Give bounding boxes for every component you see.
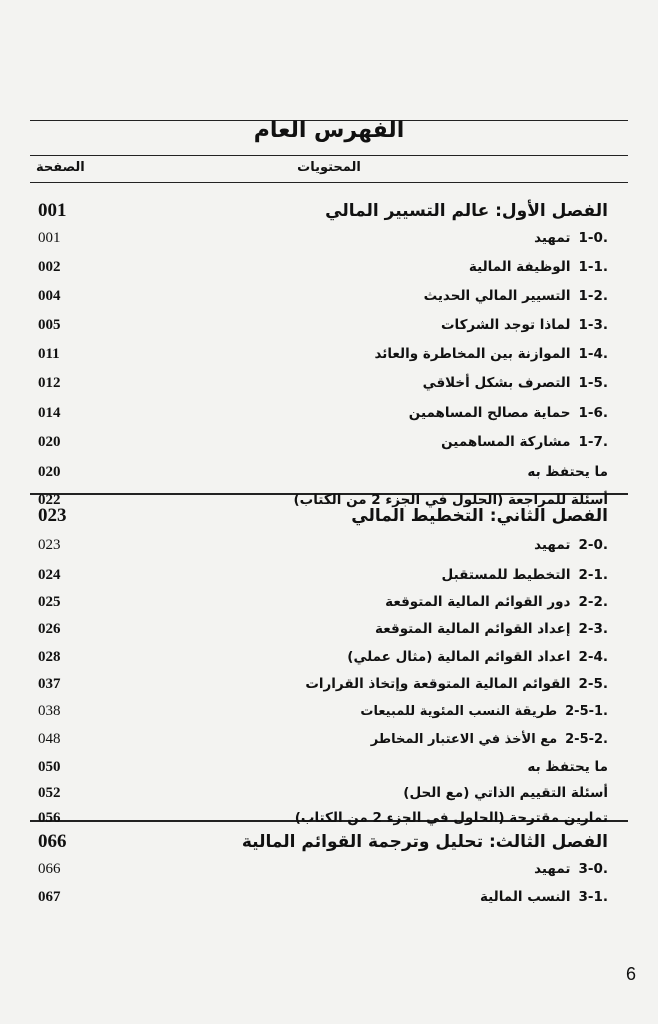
entry-text: القوائم المالية المتوقعة وإتخاذ القرارات: [305, 676, 571, 692]
entry-page: 011: [38, 345, 60, 362]
entry-label: [347, 649, 608, 665]
chapter-page: 023: [38, 505, 67, 526]
entry-page: 056: [38, 809, 61, 826]
chapter-heading: [38, 199, 608, 223]
entry-page: 002: [38, 258, 61, 275]
entry-page: 025: [38, 593, 61, 610]
toc-entry: [38, 313, 608, 337]
toc-entry: [38, 430, 608, 454]
contents-header: المحتويات: [297, 160, 361, 175]
toc-entry: [38, 885, 608, 909]
entry-label: [375, 621, 608, 637]
entry-text: التصرف بشكل أخلاقي: [422, 375, 571, 391]
toc-entry: [38, 563, 608, 587]
toc-entry: [38, 645, 608, 669]
entry-label: [375, 346, 609, 362]
entry-text: ما يحتفظ به: [527, 464, 608, 480]
entry-label: [424, 288, 608, 304]
toc-title: الفهرس العام: [253, 118, 405, 143]
entry-number: 2-0.: [578, 537, 608, 553]
entry-label: [403, 785, 608, 801]
toc-entry: [38, 727, 608, 751]
entry-page: 023: [38, 536, 61, 553]
entry-page: 052: [38, 784, 61, 801]
chapter-heading: [38, 504, 608, 528]
page-header: الصفحة: [36, 160, 85, 175]
entry-number: 1-0.: [578, 230, 608, 246]
entry-page: 037: [38, 675, 61, 692]
toc-entry: [38, 460, 608, 484]
entry-text: تمهيد: [534, 861, 571, 877]
entry-label: [442, 567, 608, 583]
entry-number: 1-4.: [578, 346, 608, 362]
entry-number: 2-3.: [578, 621, 608, 637]
chapter-page: 066: [38, 831, 67, 852]
entry-label: [534, 537, 608, 553]
entry-text: طريقة النسب المئوية للمبيعات: [360, 703, 558, 719]
toc-entry: [38, 255, 608, 279]
entry-text: الموازنة بين المخاطرة والعائد: [374, 346, 571, 362]
entry-text: تمهيد: [534, 537, 571, 553]
entry-label: [441, 317, 608, 333]
entry-page: 066: [38, 860, 61, 877]
entry-label: [385, 594, 608, 610]
entry-page: 050: [38, 758, 61, 775]
entry-number: 1-2.: [578, 288, 608, 304]
entry-number: 2-5-2.: [565, 731, 608, 747]
entry-page: 038: [38, 702, 61, 719]
entry-label: [371, 732, 608, 747]
entry-text: دور القوائم المالية المتوقعة: [385, 594, 571, 610]
toc-entry: [38, 226, 608, 250]
toc-entry: [38, 342, 608, 366]
title-rule: [30, 155, 628, 156]
entry-page: 020: [38, 463, 61, 480]
entry-text: تمهيد: [534, 230, 571, 246]
toc-entry: [38, 284, 608, 308]
entry-text: التسيير المالي الحديث: [423, 288, 571, 304]
toc-entry: [38, 401, 608, 425]
toc-entry: [38, 617, 608, 641]
entry-text: اعداد القوائم المالية (مثال عملي): [347, 649, 571, 665]
toc-entry: [38, 371, 608, 395]
header-rule: [30, 182, 628, 183]
entry-page: 004: [38, 287, 61, 304]
toc-entry: [38, 533, 608, 557]
entry-text: أسئلة التقييم الذاتي (مع الحل): [403, 785, 608, 801]
entry-number: 2-4.: [578, 649, 608, 665]
entry-page: 005: [38, 316, 61, 333]
entry-number: 2-5-1.: [565, 703, 608, 719]
entry-number: 2-2.: [578, 594, 608, 610]
entry-page: 001: [38, 229, 61, 246]
entry-text: إعداد القوائم المالية المتوقعة: [375, 621, 571, 637]
entry-page: 067: [38, 888, 61, 905]
chapter-page: 001: [38, 200, 67, 221]
chapter-heading: [38, 830, 608, 854]
entry-page: 048: [38, 730, 61, 747]
entry-number: 1-3.: [578, 317, 608, 333]
toc-entry: [38, 857, 608, 881]
entry-page: 014: [38, 404, 61, 421]
entry-page: 012: [38, 374, 61, 391]
entry-page: 022: [38, 491, 61, 508]
entry-label: [469, 259, 608, 275]
entry-label: [305, 676, 608, 692]
entry-text: مع الأخذ في الاعتبار المخاطر: [370, 731, 558, 747]
entry-text: مشاركة المساهمين: [441, 434, 571, 450]
entry-label: [409, 405, 608, 421]
toc-entry: [38, 699, 608, 723]
toc-entry: [38, 672, 608, 696]
toc-entry: [38, 590, 608, 614]
entry-page: 028: [38, 648, 61, 665]
entry-number: 3-1.: [578, 889, 608, 905]
entry-text: الوظيفة المالية: [468, 259, 571, 275]
entry-text: حماية مصالح المساهمين: [408, 405, 571, 421]
entry-number: 1-1.: [578, 259, 608, 275]
chapter-title: الفصل الأول: عالم التسيير المالي: [325, 201, 608, 221]
entry-label: [527, 759, 608, 775]
entry-page: 024: [38, 566, 61, 583]
entry-text: التخطيط للمستقبل: [441, 567, 571, 583]
entry-label: [534, 230, 608, 246]
entry-label: [295, 810, 608, 826]
entry-label: [441, 434, 608, 450]
entry-number: 1-7.: [578, 434, 608, 450]
entry-number: 1-5.: [578, 375, 608, 391]
entry-number: 2-1.: [578, 567, 608, 583]
toc-entry: [38, 806, 608, 830]
entry-text: ما يحتفظ به: [527, 759, 608, 775]
entry-text: أسئلة للمراجعة (الحلول في الجزء 2 من الكتاب): [293, 492, 608, 508]
entry-text: لماذا توجد الشركات: [440, 317, 571, 333]
toc-entry: [38, 781, 608, 805]
entry-number: 2-5.: [578, 676, 608, 692]
entry-text: النسب المالية: [479, 889, 571, 905]
entry-number: 1-6.: [578, 405, 608, 421]
entry-label: [423, 375, 608, 391]
entry-text: تمارين مقترحة (الحلول في الجزء 2 من الكتاب): [294, 810, 608, 826]
entry-label: [534, 861, 608, 877]
entry-label: [360, 704, 608, 719]
page-number: 6: [625, 964, 636, 984]
entry-label: [527, 464, 608, 480]
chapter-title: الفصل الثاني: التخطيط المالي: [351, 506, 608, 526]
entry-page: 026: [38, 620, 61, 637]
entry-number: 3-0.: [578, 861, 608, 877]
entry-label: [480, 889, 608, 905]
chapter-title: الفصل الثالث: تحليل وترجمة القوائم المالية: [241, 832, 608, 852]
entry-page: 020: [38, 433, 61, 450]
toc-entry: [38, 755, 608, 779]
